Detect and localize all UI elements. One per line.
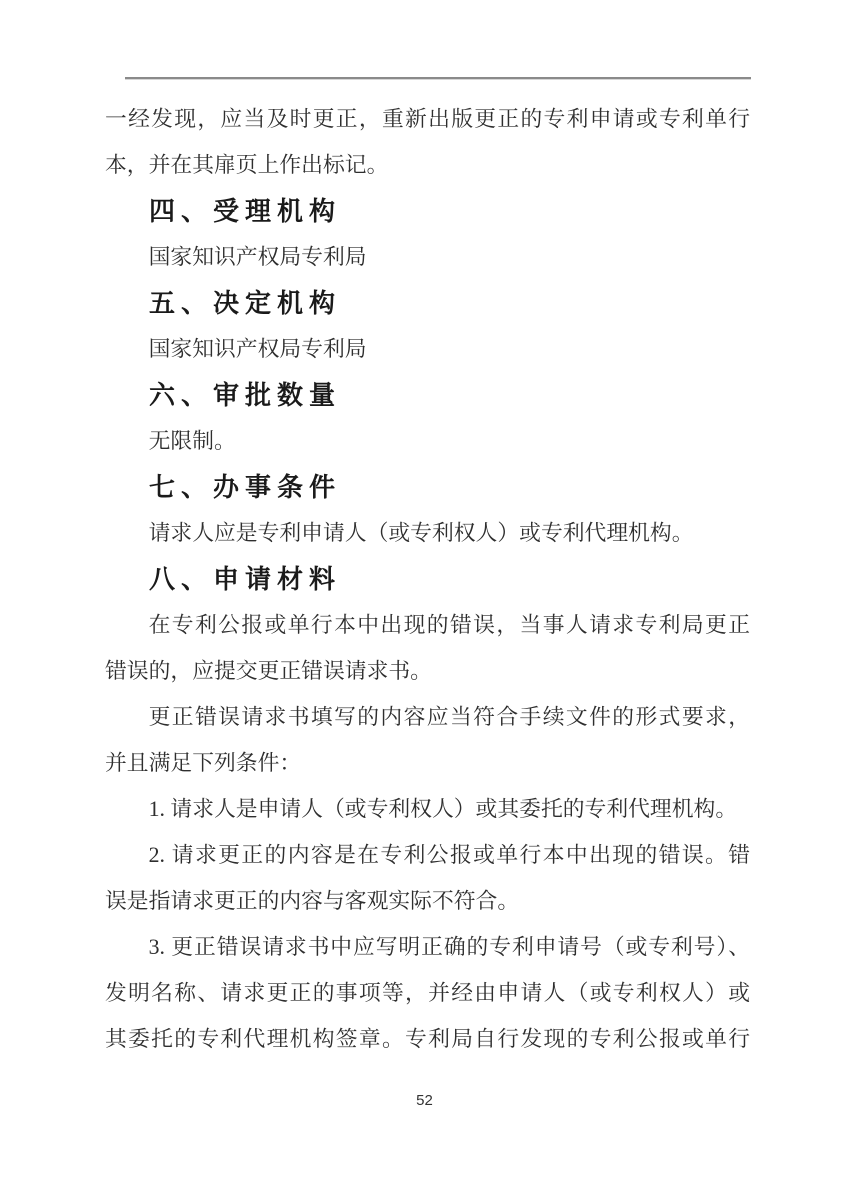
text-line: 更正错误请求书填写的内容应当符合手续文件的形式要求， [148, 705, 750, 729]
text-line: 本，并在其扉页上作出标记。 [105, 153, 389, 177]
text-line: 国家知识产权局专利局 [148, 245, 367, 269]
body-paragraph [105, 694, 750, 786]
text-line: 其委托的专利代理机构签章。专利局自行发现的专利公报或单行 [105, 1027, 750, 1051]
text-line: 错误的，应提交更正错误请求书。 [105, 659, 432, 683]
section-heading: 四、受理机构 [149, 196, 342, 226]
text-line: 一经发现，应当及时更正，重新出版更正的专利申请或专利单行 [105, 107, 750, 131]
body-paragraph [105, 234, 750, 280]
body-paragraph [105, 418, 750, 464]
body-paragraph [105, 96, 750, 188]
section-heading: 六、审批数量 [149, 380, 342, 410]
page-number: 52 [416, 1092, 433, 1109]
body-paragraph [105, 326, 750, 372]
section-heading: 七、办事条件 [149, 472, 342, 502]
header-rule [125, 77, 751, 79]
body-paragraph [105, 832, 750, 924]
body-paragraph [105, 786, 750, 832]
text-line: 无限制。 [148, 429, 236, 453]
text-line: 请求人应是专利申请人（或专利权人）或专利代理机构。 [148, 521, 694, 545]
text-line: 在专利公报或单行本中出现的错误，当事人请求专利局更正 [148, 613, 750, 637]
text-line: 发明名称、请求更正的事项等，并经由申请人（或专利权人）或 [105, 981, 750, 1005]
text-line: 1. 请求人是申请人（或专利权人）或其委托的专利代理机构。 [148, 797, 738, 821]
document-body [105, 96, 750, 1062]
body-paragraph [105, 924, 750, 1062]
body-paragraph [105, 602, 750, 694]
text-line: 误是指请求更正的内容与客观实际不符合。 [105, 889, 520, 913]
text-line: 并且满足下列条件： [105, 751, 302, 775]
section-heading: 五、决定机构 [149, 288, 342, 318]
body-paragraph [105, 510, 750, 556]
text-line: 3. 更正错误请求书中应写明正确的专利申请号（或专利号）、 [148, 935, 750, 959]
text-line: 2. 请求更正的内容是在专利公报或单行本中出现的错误。错 [148, 843, 750, 867]
section-heading: 八、申请材料 [149, 564, 342, 594]
text-line: 国家知识产权局专利局 [148, 337, 367, 361]
